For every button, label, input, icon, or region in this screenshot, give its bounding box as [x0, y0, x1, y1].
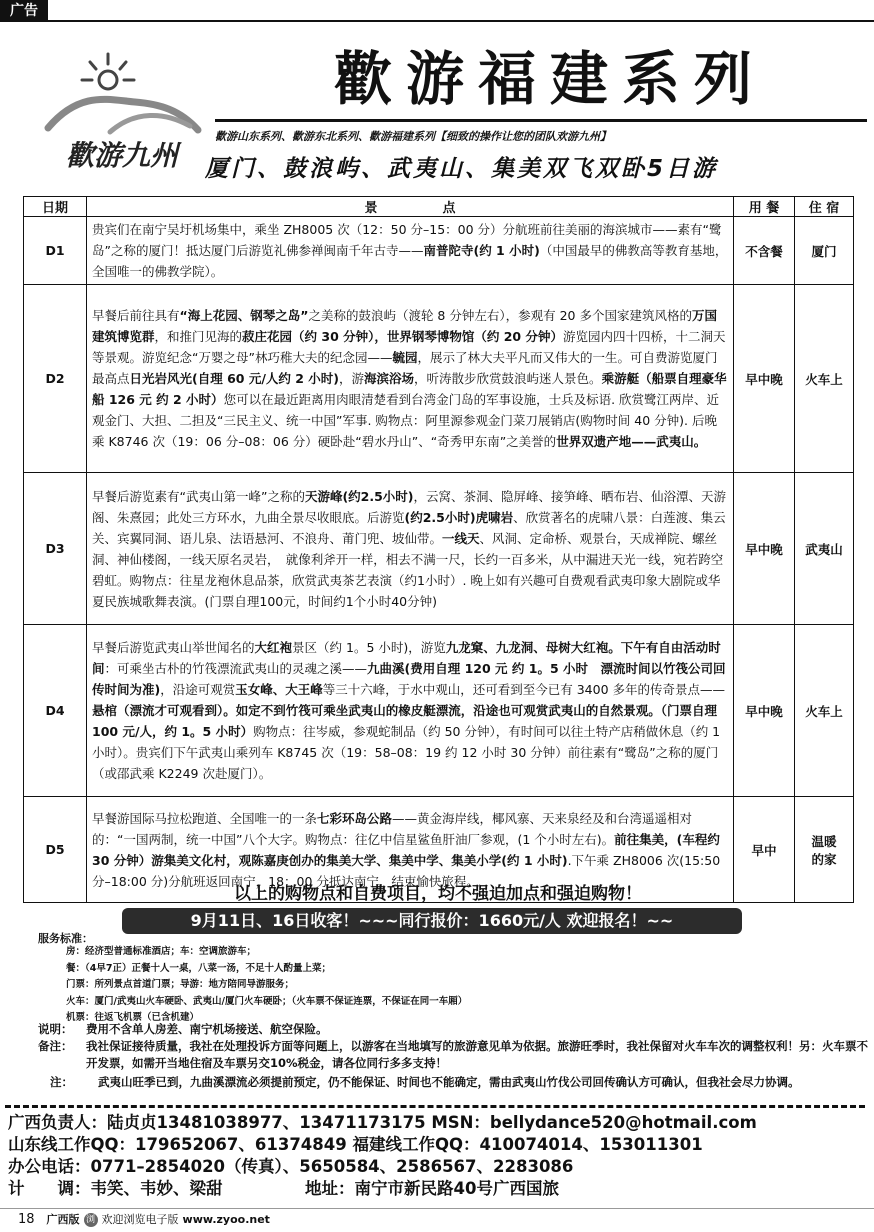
row-day: D2 [24, 285, 87, 473]
description-text: 等三十六峰，于水中观山，还可看到至今已有 3400 多年的传奇景点—— [322, 682, 726, 697]
highlight-text: 万国建筑博览群 [92, 308, 717, 344]
row-hotel: 火车上 [795, 625, 854, 797]
table-row [24, 473, 854, 625]
table-row [24, 285, 854, 473]
ad-tag: 广告 [0, 0, 48, 22]
highlight-text: 玉女峰、大王峰 [235, 682, 323, 697]
description-text: ：可乘坐古朴的竹筏漂流武夷山的灵魂之溪—— [104, 661, 368, 676]
description-text: 之美称的鼓浪屿（渡轮 8 分钟左右），参观有 20 多个国家建筑风格的 [308, 308, 692, 323]
contact-planners-address: 计 调：韦笑、韦妙、梁甜 地址：南宁市新民路40号广西国旅 [8, 1179, 559, 1198]
description-text: 早餐后游览素有“武夷山第一峰”之称的 [92, 488, 305, 504]
series-tagline: 歡游山东系列、歡游东北系列、歡游福建系列【细致的操作让您的团队欢游九州】 [215, 130, 611, 143]
note-key: 说明： [38, 1022, 73, 1036]
header-meals: 用 餐 [734, 197, 795, 217]
service-list [66, 944, 626, 1027]
description-text: 游览园内四十四桥，十二洞天等景观。游览纪念“万婴之母”林巧稚大夫的纪念园—— [92, 329, 726, 365]
highlight-text: 天游峰(约2.5小时) [304, 488, 414, 504]
service-title: 服务标准： [38, 932, 93, 945]
row-description [87, 473, 734, 625]
highlight-text: 大红袍 [254, 640, 293, 655]
row-description [87, 217, 734, 285]
highlight-text: 悬棺（漂流才可观看到）。如定不到竹筏可乘坐武夷山的橡皮艇漂流，沿途也可观赏武夷山的自然景观。（门票自理 100 元/人，约 1。5 小时） [92, 703, 718, 739]
description-text: ，沿途可观赏 [160, 682, 236, 697]
description-text: ，云窝、茶洞、隐屏峰、接笋峰、晒布岩、仙浴潭、天游阁、朱熹园；此处三方环水，九曲全景尽收眼底。后游览 [92, 488, 727, 525]
note-key: 注： [50, 1075, 73, 1089]
row-hotel: 武夷山 [795, 473, 854, 625]
footer-slogan: 欢迎浏览电子版 [101, 1213, 179, 1226]
header-day: 日期 [24, 197, 87, 217]
page-title: 歡游福建系列 [333, 45, 766, 113]
table-row [24, 625, 854, 797]
brand-logo [40, 40, 205, 175]
highlight-text: 日光岩风光(自理 60 元/人约 2 小时) [129, 371, 340, 386]
note-value: 我社保证接待质量，我社在处理投诉方面等问题上，以游客在当地填写的旅游意见单为依据。旅游旺季时，我社保留对火车车次的调整权利！另：火车票不开发票，如需开当地住宿及车票另交10%税金，请各位同行多多支持！ [86, 1039, 868, 1070]
highlight-text: 前往集美，(车程约 30 分钟）游集美文化村，观陈嘉庚创办的集美大学、集美中学、集美小学(约 1 小时) [92, 831, 720, 868]
highlight-text: 海滨浴场 [364, 371, 415, 386]
description-text: ，游 [339, 371, 365, 386]
note-row [38, 1074, 868, 1091]
table-row [24, 217, 854, 285]
row-description [87, 625, 734, 797]
notes-section [38, 1021, 868, 1091]
description-text: 景区（约 1。5 小时)，游览 [292, 640, 446, 655]
service-item: 门票：所列景点首道门票；导游：地方陪同导游服务； [66, 979, 295, 990]
highlight-text: “海上花园、钢琴之岛” [179, 308, 309, 323]
note-value: 费用不含单人房差、南宁机场接送、航空保险。 [86, 1022, 328, 1036]
title-rule [215, 119, 867, 122]
description-text: 您可以在最近距离用肉眼清楚看到台湾金门岛的军事设施，士兵及标语. 欣赏鹭江两岸、近观金门、大担、二担及“三民主义、统一中国”军事. 购物点：阿里源参观金门菜刀展销店(购物时间 40 分钟). 后晚乘 K8746 次（19：06 分–08：06 分）硬卧赴“碧水丹山”、“奇秀甲东南”之美誉的 [92, 392, 720, 449]
highlight-text: 菽庄花园（约 30 分钟），世界钢琴博物馆（约 20 分钟） [242, 329, 563, 344]
description-text: （中国最早的佛教高等教育基地，全国唯一的佛教学院）。 [92, 243, 728, 279]
description-text: ，和推门见海的 [154, 329, 243, 344]
highlight-text: 南普陀寺(约 1 小时) [423, 243, 540, 258]
description-text: ——黄金海岸线，椰风寨、天来泉经及和台湾遥遥相对的：“一国两制，统一中国”八个大字。购物点：往亿中信星鲨鱼肝油厂参观，(1 个小时左右)。 [92, 810, 693, 847]
description-text: 早餐游国际马拉松跑道、全国唯一的一条 [92, 810, 318, 826]
contact-phone: 办公电话：0771–2854020（传真）、5650584、2586567、2283086 [8, 1157, 574, 1176]
highlight-text: 乘游艇（船票自理豪华船 126 元 约 2 小时） [92, 371, 727, 407]
contact-qq: 山东线工作QQ：179652067、61374849 福建线工作QQ：410074014、153011301 [8, 1135, 703, 1154]
row-day: D5 [24, 797, 87, 903]
service-item: 房：经济型普通标准酒店；车：空调旅游车； [66, 946, 257, 957]
description-text: 早餐后游览武夷山举世闻名的 [92, 640, 255, 655]
description-text: ，展示了林大夫平凡而又伟大的一生。可自费游览厦门最高点 [92, 350, 718, 386]
note-row [38, 1021, 868, 1038]
row-meals: 早中晚 [734, 625, 795, 797]
note-value: 武夷山旺季已到，九曲溪漂流必须提前预定，仍不能保证、时间也不能确定，需由武夷山竹伐公司回传确认方可确认，但我社会尽力协调。 [98, 1075, 800, 1089]
row-hotel: 厦门 [795, 217, 854, 285]
tour-subtitle: 厦门、鼓浪屿、武夷山、集美双飞双卧5日游 [205, 156, 719, 182]
footer-rule [0, 1208, 874, 1209]
page-footer [0, 1211, 270, 1229]
description-text: 、欣赏著名的虎啸八景：白莲渡、集云关、宾翼同洞、语儿泉、法语悬河、不浪舟、莆门兜、坡仙带。 [92, 509, 726, 546]
mountain-sun-icon [40, 40, 205, 175]
row-meals: 早中晚 [734, 473, 795, 625]
ad-rule [48, 20, 874, 22]
table-header-row [24, 197, 854, 217]
shopping-notice: 以上的购物点和自费项目，均不强迫加点和强迫购物！ [234, 884, 642, 904]
description-text: .下午乘 ZH8006 次(15:50 分–18:00 分)分航班返回南宁，18：00 分抵达南宁，结束愉快旅程。 [92, 852, 721, 889]
footer-url[interactable]: www.zyoo.net [182, 1213, 270, 1226]
description-text: 早餐后前往具有 [92, 308, 180, 323]
highlight-text: 七彩环岛公路 [317, 810, 393, 826]
description-text: 购物点：往岑威，参观蛇制品（约 50 分钟），有时间可以往土特产店稍做休息（约 1 小时）。贵宾们下午武夷山乘列车 K8745 次（19：58–08：19 约 12 小时 30 分钟）前往素有“鹭岛”之称的厦门（或邵武乘 K2249 次赴厦门）。 [92, 724, 721, 781]
description-text: 、风洞、定命桥、观景台，天成禅院、螺丝洞、神仙楼阁，一线天原名灵岩， 就像利斧开一样，相去不满一尺，长约一百多米，从中漏进天光一线，宛若跨空碧虹。购物点：往星龙袍休息品茶，欣赏武夷茶艺表演（约1小时）. 晚上如有兴趣可自费观看武夷印象大剧院或华夏民族城歌舞表演。(门票自理100元，时间约1个小时40分钟) [92, 530, 724, 609]
price-banner: 9月11日、16日收客！~~~同行报价：1660元/人 欢迎报名！~~ [122, 908, 742, 934]
itinerary-table [23, 196, 854, 903]
highlight-text: (约2.5小时)虎啸岩 [404, 509, 514, 525]
row-day: D3 [24, 473, 87, 625]
description-text: 贵宾们在南宁吴圩机场集中，乘坐 ZH8005 次（12：50 分–15：00 分）分航班前往美丽的海滨城市——素有“鹭岛”之称的厦门！抵达厦门后游览礼佛参禅闽南千年古寺—— [92, 222, 722, 258]
highlight-text: 九龙窠、九龙洞、母树大红袍。下午有自由活动时间 [92, 640, 721, 676]
highlight-text: 世界双遗产地——武夷山。 [556, 434, 707, 449]
row-day: D1 [24, 217, 87, 285]
row-meals: 早中 [734, 797, 795, 903]
row-hotel: 温暖 的家 [795, 797, 854, 903]
row-day: D4 [24, 625, 87, 797]
highlight-text: 九曲溪(费用自理 120 元 约 1。5 小时 漂流时间以竹筏公司回传时间为准) [92, 661, 726, 697]
contact-manager: 广西负责人：陆贞贞13481038977、13471173175 MSN：bellydance520@hotmail.com [8, 1113, 757, 1132]
note-row [38, 1038, 868, 1072]
site-badge-icon: 浏 [84, 1213, 98, 1227]
note-key: 备注： [38, 1039, 73, 1053]
service-item: 餐：（4早7正）正餐十人一桌，八菜一汤，不足十人酌量上菜； [66, 962, 331, 974]
row-meals: 早中晚 [734, 285, 795, 473]
highlight-text: 毓园 [392, 350, 418, 365]
service-item: 机票：往返飞机票（已含机建） [66, 1012, 200, 1023]
row-hotel: 火车上 [795, 285, 854, 473]
page-number: 18 [18, 1212, 35, 1227]
dashed-divider [5, 1105, 865, 1108]
row-meals: 不含餐 [734, 217, 795, 285]
header-hotel: 住 宿 [795, 197, 854, 217]
highlight-text: 一线天 [442, 530, 480, 546]
logo-caption: 歡游九州 [65, 139, 179, 172]
row-description [87, 285, 734, 473]
description-text: ，听涛散步欣赏鼓浪屿迷人景色。 [414, 371, 602, 386]
header-sights: 景 点 [87, 197, 734, 217]
edition-label: 广西版 [46, 1213, 80, 1226]
service-item: 火车：厦门/武夷山火车硬卧、武夷山/厦门火车硬卧；（火车票不保证连票，不保证在同一车厢） [66, 995, 468, 1007]
